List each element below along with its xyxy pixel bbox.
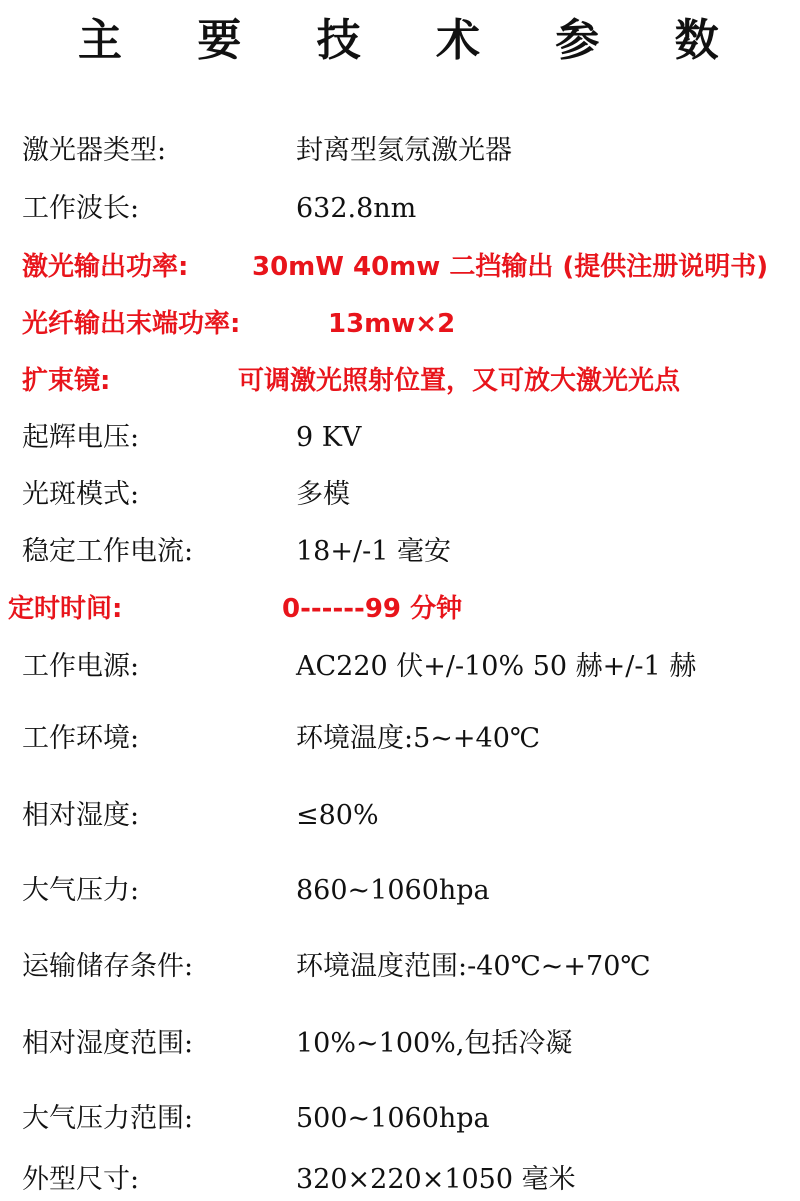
spec-value: 632.8nm — [296, 193, 417, 224]
spec-value: 13mw×2 — [328, 309, 456, 339]
spec-row-dimensions — [0, 1160, 800, 1200]
spec-value: 18+/-1 毫安 — [296, 536, 451, 567]
spec-label: 相对湿度范围: — [22, 1028, 194, 1059]
spec-row-pressure — [0, 871, 800, 911]
spec-value: ≤80% — [296, 800, 379, 831]
spec-value: 封离型氦氖激光器 — [296, 135, 512, 166]
spec-value: 环境温度范围:-40℃~+70℃ — [296, 951, 651, 982]
spec-label: 激光器类型: — [22, 135, 167, 166]
spec-value: AC220 伏+/-10% 50 赫+/-1 赫 — [296, 651, 697, 682]
spec-value: 环境温度:5~+40℃ — [296, 723, 541, 754]
spec-label: 扩束镜: — [22, 366, 111, 396]
spec-row-output-power — [0, 247, 800, 287]
spec-label: 定时时间: — [8, 594, 123, 624]
spec-label: 光斑模式: — [22, 479, 140, 510]
spec-label: 激光输出功率: — [22, 252, 189, 282]
spec-row-storage — [0, 947, 800, 987]
spec-row-current — [0, 532, 800, 572]
spec-row-power-supply — [0, 647, 800, 687]
spec-value: 500~1060hpa — [296, 1103, 490, 1134]
spec-row-wavelength — [0, 189, 800, 229]
spec-row-humidity — [0, 796, 800, 836]
spec-value: 0------99 分钟 — [282, 594, 463, 624]
spec-row-fiber-power — [0, 304, 800, 344]
spec-value: 10%~100%,包括冷凝 — [296, 1028, 573, 1059]
page-title: 主 要 技 术 参 数 — [78, 15, 749, 66]
spec-row-laser-type — [0, 131, 800, 171]
spec-row-beam-expander — [0, 361, 800, 401]
spec-value: 多模 — [296, 479, 350, 510]
spec-row-humidity-range — [0, 1024, 800, 1064]
spec-label: 大气压力范围: — [22, 1103, 194, 1134]
spec-value: 9 KV — [296, 422, 362, 453]
spec-label: 工作电源: — [22, 651, 140, 682]
spec-label: 起辉电压: — [22, 422, 140, 453]
spec-row-timer — [0, 589, 800, 629]
spec-label: 相对湿度: — [22, 800, 140, 831]
spec-row-starting-voltage — [0, 418, 800, 458]
spec-value: 860~1060hpa — [296, 875, 490, 906]
spec-value: 30mW 40mw 二挡输出 (提供注册说明书) — [252, 252, 769, 282]
spec-label: 工作波长: — [22, 193, 140, 224]
spec-value: 320×220×1050 毫米 — [296, 1164, 576, 1195]
spec-row-pressure-range — [0, 1099, 800, 1139]
spec-label: 工作环境: — [22, 723, 140, 754]
spec-label: 光纤输出末端功率: — [22, 309, 241, 339]
spec-value: 可调激光照射位置，又可放大激光光点 — [238, 366, 681, 396]
spec-label: 稳定工作电流: — [22, 536, 194, 567]
spec-label: 外型尺寸: — [22, 1164, 140, 1195]
spec-label: 运输储存条件: — [22, 951, 194, 982]
spec-label: 大气压力: — [22, 875, 140, 906]
spec-row-environment — [0, 719, 800, 759]
spec-row-spot-mode — [0, 475, 800, 515]
